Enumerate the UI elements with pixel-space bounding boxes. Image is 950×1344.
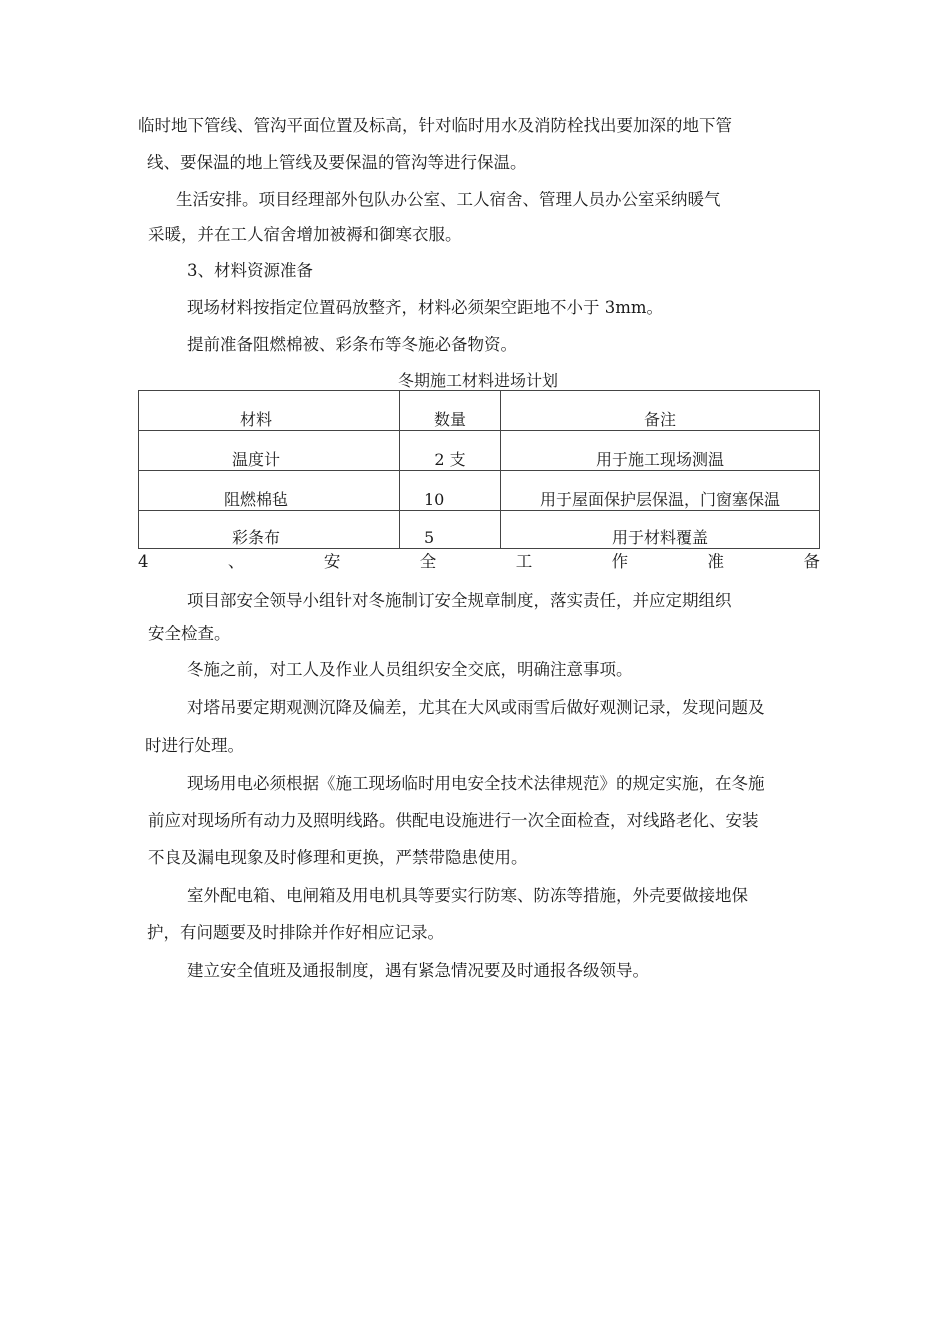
table-cell: 阻燃棉毡 xyxy=(139,471,400,511)
heading-char: 备 xyxy=(803,552,820,571)
paragraph-line: 冬施之前，对工人及作业人员组织安全交底，明确注意事项。 xyxy=(187,660,633,679)
paragraph-line: 采暖，并在工人宿舍增加被褥和御寒衣服。 xyxy=(148,225,462,244)
paragraph-line: 项目部安全领导小组针对冬施制订安全规章制度，落实责任，并应定期组织 xyxy=(187,591,732,610)
table-cell: 5 xyxy=(400,511,501,549)
header-cell: 材料 xyxy=(139,391,400,431)
heading-char: 准 xyxy=(707,552,725,571)
header-cell: 备注 xyxy=(501,391,820,431)
paragraph-line: 对塔吊要定期观测沉降及偏差，尤其在大风或雨雪后做好观测记录，发现问题及 xyxy=(187,698,765,717)
section-4-heading xyxy=(138,551,820,573)
table-cell: 用于施工现场测温 xyxy=(501,431,820,471)
section-heading: 3、材料资源准备 xyxy=(187,261,313,280)
paragraph-line: 护，有问题要及时排除并作好相应记录。 xyxy=(147,923,444,942)
table-row xyxy=(139,511,820,549)
paragraph-line: 前应对现场所有动力及照明线路。供配电设施进行一次全面检查，对线路老化、安装 xyxy=(148,811,759,830)
paragraph-line: 现场材料按指定位置码放整齐，材料必须架空距地不小于 3mm。 xyxy=(187,298,664,317)
paragraph-line: 不良及漏电现象及时修理和更换，严禁带隐患使用。 xyxy=(148,848,528,867)
paragraph-line: 时进行处理。 xyxy=(145,736,244,755)
paragraph-line: 室外配电箱、电闸箱及用电机具等要实行防寒、防冻等措施，外壳要做接地保 xyxy=(187,886,748,905)
materials-table xyxy=(138,390,820,549)
heading-char: 全 xyxy=(419,552,437,571)
table-title: 冬期施工材料进场计划 xyxy=(397,371,558,390)
heading-char: 4 xyxy=(138,552,149,571)
table-row xyxy=(139,431,820,471)
paragraph-line: 建立安全值班及通报制度，遇有紧急情况要及时通报各级领导。 xyxy=(187,961,649,980)
table-cell: 2 支 xyxy=(400,431,501,471)
heading-char: 安 xyxy=(323,552,341,571)
table-cell: 10 xyxy=(400,471,501,511)
table-header-row xyxy=(139,391,820,431)
heading-char: 作 xyxy=(611,552,629,571)
heading-char: 工 xyxy=(515,552,533,571)
heading-char: 、 xyxy=(227,552,245,571)
paragraph-line: 提前准备阻燃棉被、彩条布等冬施必备物资。 xyxy=(187,335,517,354)
paragraph-line: 线、要保温的地上管线及要保温的管沟等进行保温。 xyxy=(147,153,527,172)
table-cell: 用于屋面保护层保温，门窗塞保温 xyxy=(501,471,820,511)
table-cell: 彩条布 xyxy=(139,511,400,549)
paragraph-line: 现场用电必须根据《施工现场临时用电安全技术法律规范》的规定实施，在冬施 xyxy=(187,774,765,793)
paragraph-line: 生活安排。项目经理部外包队办公室、工人宿舍、管理人员办公室采纳暖气 xyxy=(176,190,721,209)
table-cell: 温度计 xyxy=(139,431,400,471)
paragraph-line: 临时地下管线、管沟平面位置及标高，针对临时用水及消防栓找出要加深的地下管 xyxy=(138,116,732,135)
paragraph-line: 安全检查。 xyxy=(148,624,231,643)
table-row xyxy=(139,471,820,511)
header-cell: 数量 xyxy=(400,391,501,431)
table-cell: 用于材料覆盖 xyxy=(501,511,820,549)
